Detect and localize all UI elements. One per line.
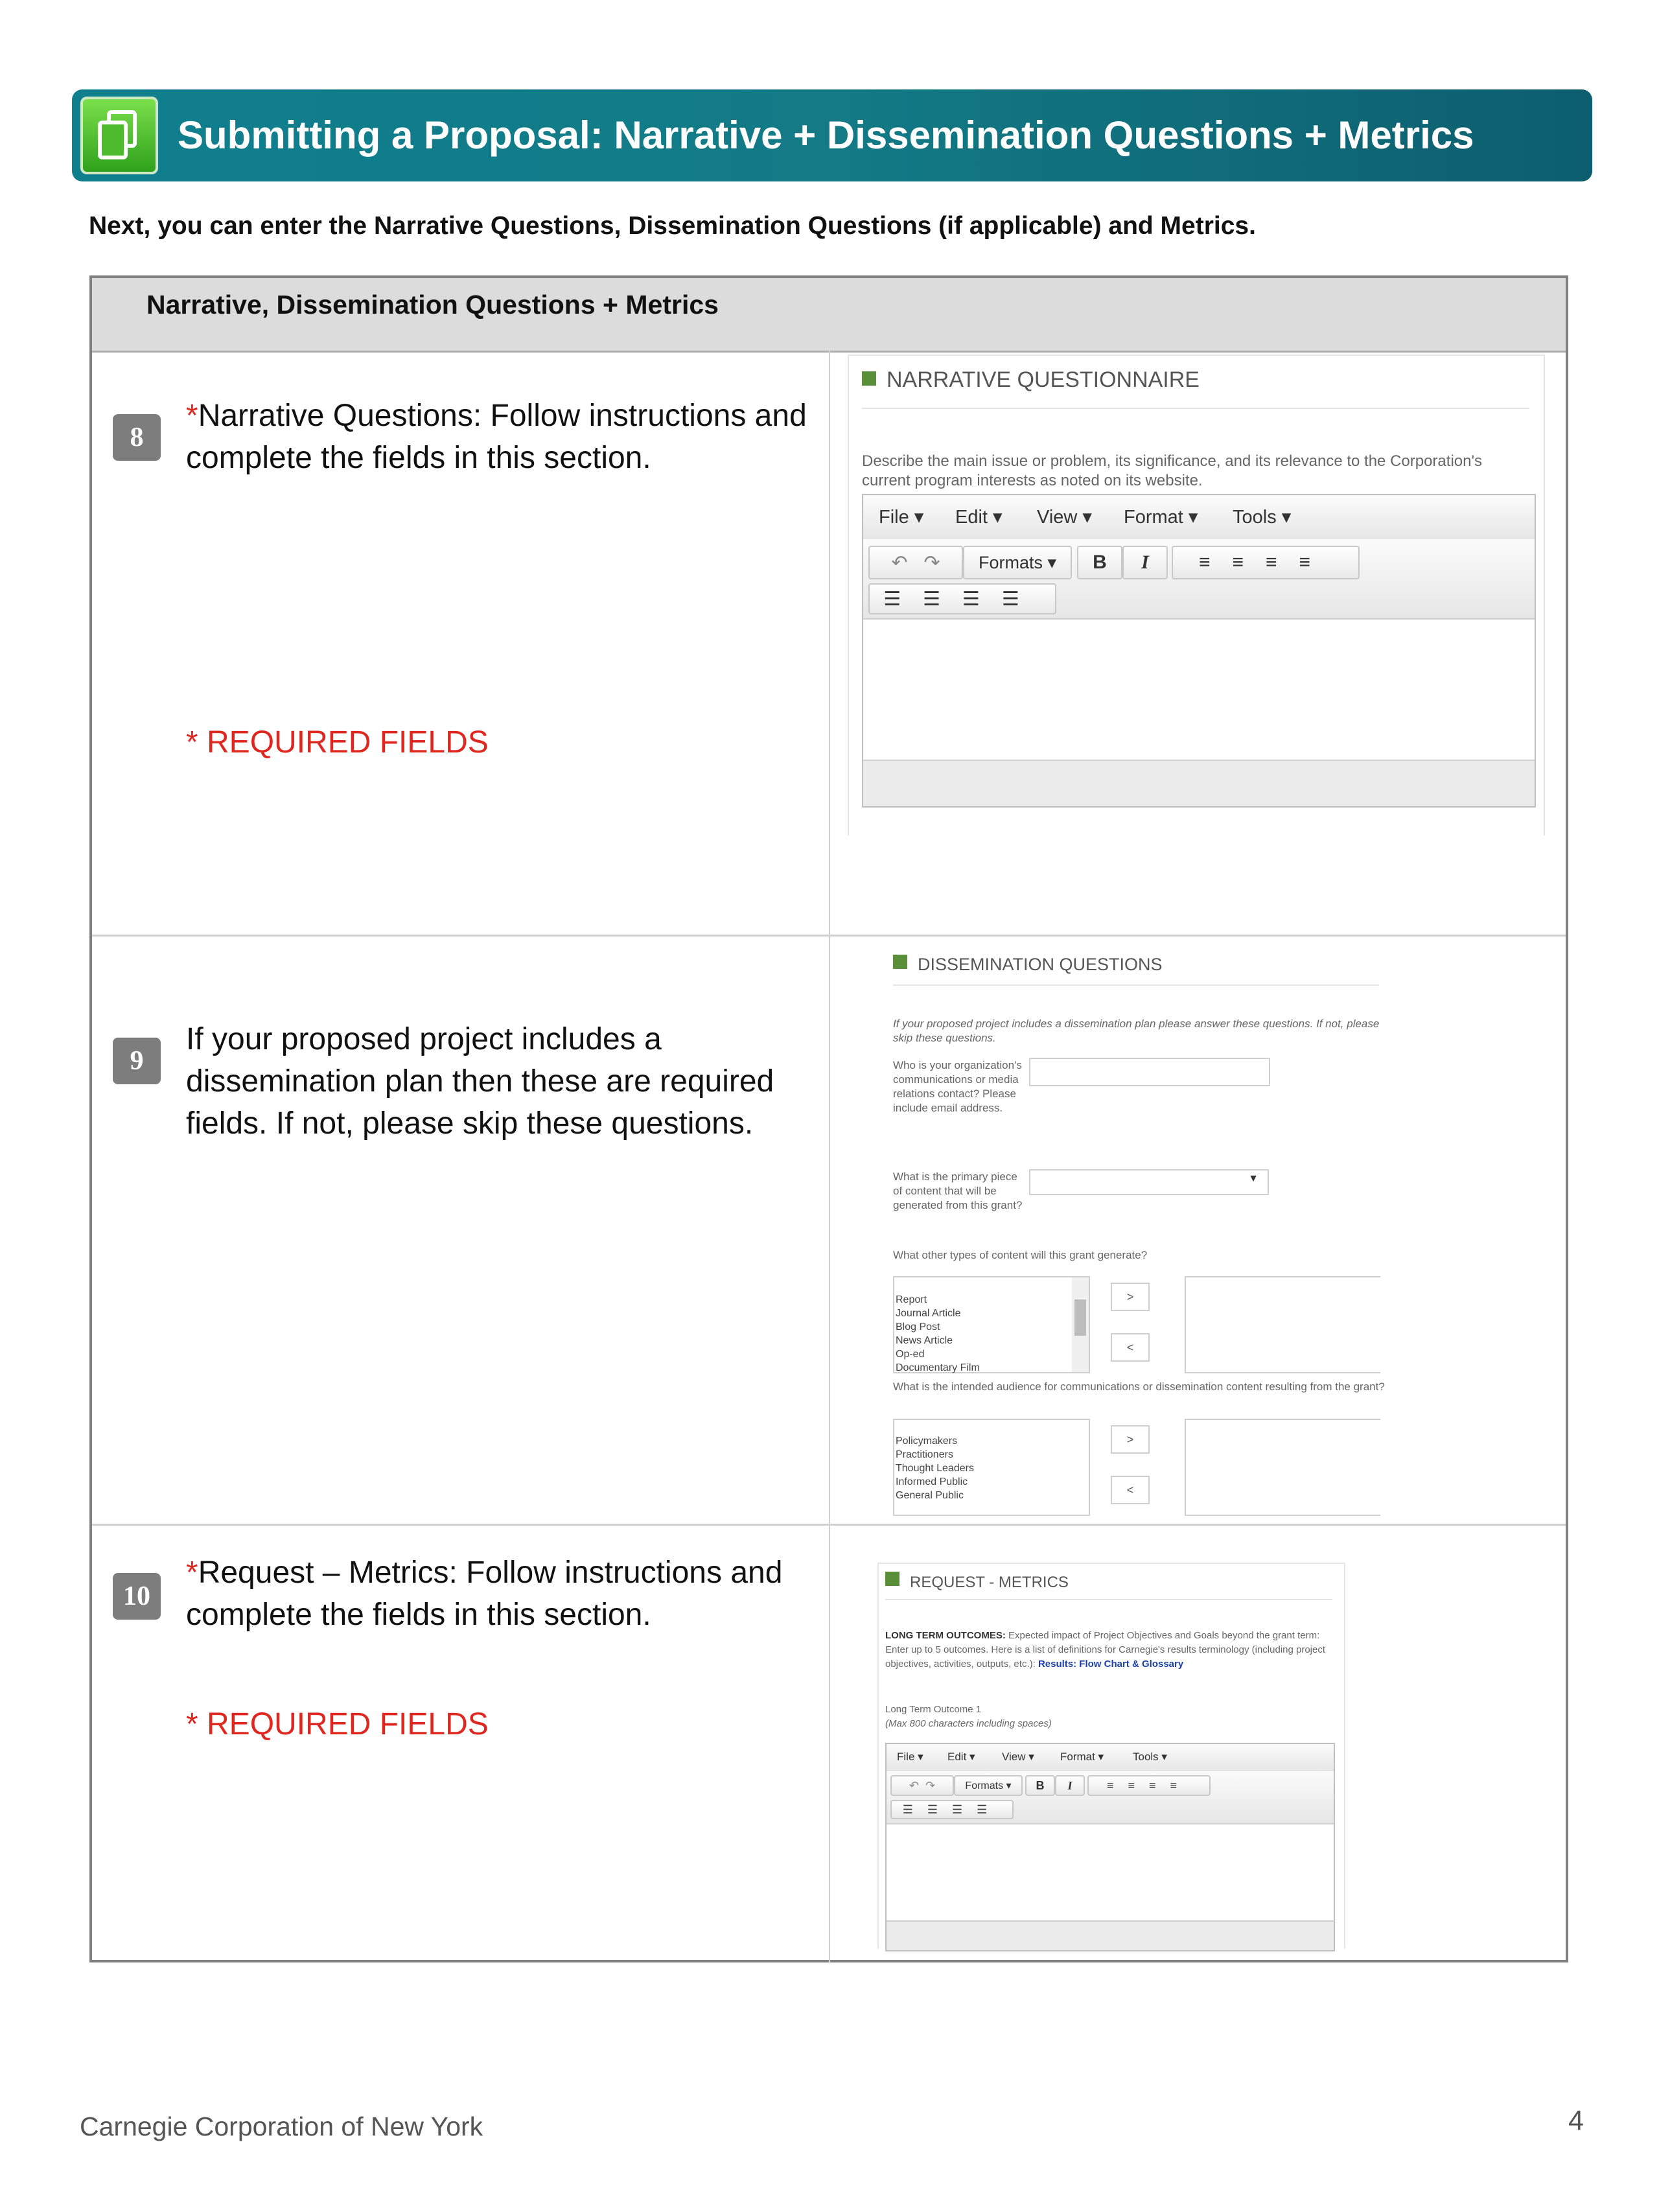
bold-button[interactable]: B bbox=[1077, 546, 1122, 579]
field-hint: (Max 800 characters including spaces) bbox=[885, 1718, 1052, 1729]
list-item[interactable]: Thought Leaders bbox=[896, 1463, 974, 1474]
required-fields-note: * REQUIRED FIELDS bbox=[186, 725, 489, 760]
selected-content-list[interactable] bbox=[1185, 1276, 1380, 1373]
list-item[interactable]: Report bbox=[896, 1294, 927, 1305]
redo-icon[interactable]: ↷ bbox=[925, 1778, 936, 1792]
list-indent-icons[interactable]: ☰☰☰☰ bbox=[902, 1802, 1002, 1816]
editor-menubar bbox=[887, 1744, 1334, 1773]
primary-content-question: What is the primary piece of content that will be generated from this grant? bbox=[893, 1170, 1023, 1211]
footer-org: Carnegie Corporation of New York bbox=[80, 2112, 483, 2141]
list-scrollbar[interactable] bbox=[1072, 1277, 1089, 1372]
contact-input[interactable] bbox=[1029, 1058, 1270, 1086]
list-item[interactable]: General Public bbox=[896, 1490, 964, 1501]
menu-file[interactable]: File ▾ bbox=[897, 1751, 923, 1763]
italic-button[interactable]: I bbox=[1122, 546, 1168, 579]
long-term-outcomes-text bbox=[885, 1629, 1332, 1671]
list-item[interactable]: Journal Article bbox=[896, 1308, 961, 1319]
list-item[interactable]: News Article bbox=[896, 1335, 953, 1346]
selected-audience-list[interactable] bbox=[1185, 1419, 1380, 1516]
table-header bbox=[92, 278, 1566, 353]
editor-toolbar bbox=[863, 539, 1535, 620]
editor-toolbar bbox=[887, 1771, 1334, 1824]
undo-icon[interactable]: ↶ bbox=[891, 552, 908, 574]
menu-tools[interactable]: Tools ▾ bbox=[1133, 1751, 1167, 1763]
steps-table bbox=[89, 275, 1568, 1962]
other-content-question: What other types of content will this grant generate? bbox=[893, 1249, 1148, 1261]
document-copy-icon bbox=[80, 97, 158, 174]
step-description bbox=[186, 1552, 834, 1636]
editor-statusbar bbox=[887, 1920, 1334, 1950]
undo-redo-group[interactable] bbox=[890, 1775, 954, 1796]
menu-edit[interactable]: Edit ▾ bbox=[947, 1751, 975, 1763]
remove-audience-button[interactable]: < bbox=[1111, 1476, 1150, 1504]
menu-view[interactable]: View ▾ bbox=[1002, 1751, 1034, 1763]
lto-label: LONG TERM OUTCOMES: bbox=[885, 1630, 1006, 1641]
audience-question: What is the intended audience for communications or dissemination content resulting from the grant? bbox=[893, 1380, 1385, 1393]
undo-icon[interactable]: ↶ bbox=[909, 1778, 919, 1792]
redo-icon[interactable]: ↷ bbox=[923, 552, 940, 574]
bold-button[interactable]: B bbox=[1025, 1775, 1055, 1796]
step-description bbox=[186, 395, 834, 479]
select-caret-icon: ▼ bbox=[1248, 1173, 1259, 1184]
rich-text-editor[interactable] bbox=[862, 494, 1536, 808]
page-title: Submitting a Proposal: Narrative + Dissemination Questions + Metrics bbox=[178, 113, 1474, 157]
editor-menubar bbox=[863, 495, 1535, 541]
alignment-group[interactable] bbox=[1172, 546, 1360, 579]
content-type-items[interactable] bbox=[896, 1293, 980, 1375]
section-title: DISSEMINATION QUESTIONS bbox=[893, 955, 1163, 975]
formats-dropdown[interactable]: Formats ▾ bbox=[954, 1775, 1023, 1796]
flow-chart-link[interactable]: Results: Flow Chart bbox=[1038, 1659, 1130, 1670]
list-item[interactable]: Documentary Film bbox=[896, 1362, 980, 1373]
audience-items[interactable] bbox=[896, 1434, 974, 1502]
required-asterisk: * bbox=[186, 1555, 198, 1590]
dissemination-note: If your proposed project includes a dissemination plan please answer these questions. If not, please skip these questions. bbox=[893, 1018, 1380, 1044]
scrollbar-thumb[interactable] bbox=[1074, 1299, 1086, 1336]
row-divider bbox=[92, 1524, 1566, 1526]
step-description: If your proposed project includes a dissemination plan then these are required fields. If not, please skip these questions. bbox=[186, 1022, 774, 1141]
lto-description: Expected impact of Project Objectives and Goals beyond the grant term: Enter up to 5 outcomes. Here is a list of definitions for Carnegie's results terminology (including project objectives, activities, outputs, etc.): bbox=[885, 1630, 1326, 1670]
menu-tools[interactable]: Tools ▾ bbox=[1233, 507, 1292, 528]
required-asterisk: * bbox=[186, 399, 198, 433]
audience-list[interactable] bbox=[893, 1419, 1090, 1516]
intro-text: Next, you can enter the Narrative Questions, Dissemination Questions (if applicable) and Metrics. bbox=[89, 212, 1256, 240]
undo-redo-group[interactable] bbox=[868, 546, 963, 579]
step-text: Narrative Questions: Follow instructions and complete the fields in this section. bbox=[186, 399, 807, 475]
step-badge: 9 bbox=[113, 1038, 161, 1084]
list-item[interactable]: Policymakers bbox=[896, 1436, 958, 1447]
primary-content-select[interactable] bbox=[1029, 1169, 1269, 1195]
align-icons[interactable]: ≡≡≡≡ bbox=[1106, 1778, 1191, 1792]
field-label: Long Term Outcome 1 bbox=[885, 1704, 982, 1715]
section-title: REQUEST - METRICS bbox=[885, 1572, 1069, 1592]
glossary-link[interactable]: & Glossary bbox=[1131, 1659, 1184, 1670]
add-audience-button[interactable]: > bbox=[1111, 1425, 1150, 1454]
step-badge: 10 bbox=[113, 1573, 161, 1620]
row-divider bbox=[92, 935, 1566, 937]
list-item[interactable]: Practitioners bbox=[896, 1449, 953, 1460]
column-divider bbox=[829, 351, 830, 1962]
divider bbox=[893, 984, 1379, 986]
list-indent-group[interactable] bbox=[868, 583, 1056, 614]
alignment-group[interactable] bbox=[1087, 1775, 1211, 1796]
required-fields-note: * REQUIRED FIELDS bbox=[186, 1707, 489, 1741]
divider bbox=[885, 1599, 1332, 1600]
list-item[interactable]: Informed Public bbox=[896, 1476, 968, 1487]
formats-dropdown[interactable]: Formats ▾ bbox=[963, 546, 1072, 579]
dissemination-screenshot bbox=[887, 946, 1457, 1516]
question-prompt: Describe the main issue or problem, its significance, and its relevance to the Corporation's current program interests as noted on its website. bbox=[862, 452, 1483, 489]
list-indent-group[interactable] bbox=[890, 1800, 1014, 1819]
section-title: NARRATIVE QUESTIONNAIRE bbox=[862, 367, 1200, 393]
divider bbox=[862, 408, 1529, 409]
metrics-screenshot bbox=[877, 1563, 1345, 1949]
narrative-screenshot bbox=[848, 355, 1545, 835]
list-item[interactable]: Blog Post bbox=[896, 1321, 940, 1333]
list-item[interactable]: Op-ed bbox=[896, 1349, 925, 1360]
step-text: Request – Metrics: Follow instructions and complete the fields in this section. bbox=[186, 1555, 783, 1632]
rich-text-editor[interactable] bbox=[885, 1743, 1335, 1951]
menu-view[interactable]: View ▾ bbox=[1037, 507, 1092, 528]
editor-statusbar bbox=[863, 760, 1535, 806]
remove-content-button[interactable]: < bbox=[1111, 1333, 1150, 1362]
step-badge: 8 bbox=[113, 414, 161, 461]
header-banner bbox=[72, 89, 1592, 181]
menu-format[interactable]: Format ▾ bbox=[1124, 507, 1198, 528]
content-types-list[interactable] bbox=[893, 1276, 1090, 1373]
menu-format[interactable]: Format ▾ bbox=[1060, 1751, 1104, 1763]
contact-question: Who is your organization's communications or media relations contact? Please include email address. bbox=[893, 1059, 1022, 1114]
menu-file[interactable]: File ▾ bbox=[879, 507, 924, 528]
align-icons[interactable]: ≡≡≡≡ bbox=[1198, 552, 1333, 573]
italic-button[interactable]: I bbox=[1055, 1775, 1085, 1796]
list-indent-icons[interactable]: ☰☰☰☰ bbox=[883, 588, 1041, 610]
add-content-button[interactable]: > bbox=[1111, 1283, 1150, 1311]
table-heading: Narrative, Dissemination Questions + Metrics bbox=[146, 290, 719, 320]
menu-edit[interactable]: Edit ▾ bbox=[955, 507, 1003, 528]
page-number: 4 bbox=[1568, 2105, 1584, 2136]
